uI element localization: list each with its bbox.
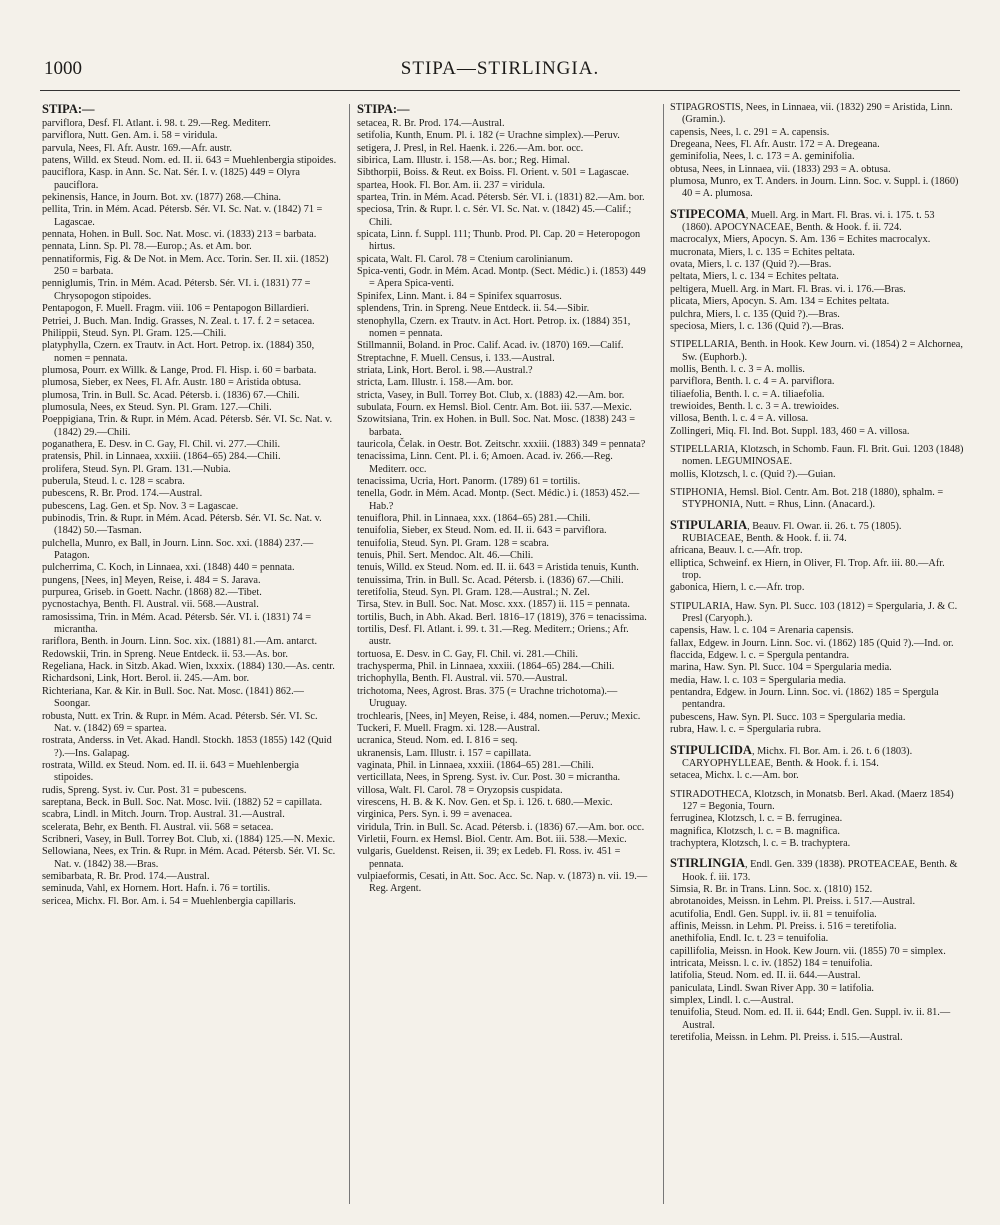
index-entry: villosa, Walt. Fl. Carol. 78 = Oryzopsis cuspidata. — [357, 784, 563, 796]
index-entry: pennata, Linn. Sp. Pl. 78.—Europ.; As. et Am. bor. — [42, 241, 252, 253]
index-entry: pubescens, R. Br. Prod. 174.—Austral. — [42, 488, 203, 500]
index-entry: STIRLINGIA, Endl. Gen. 339 (1838). PROTEACEAE, Benth. & Hook. f. iii. 173. — [670, 856, 958, 883]
index-entry: teretifolia, Steud. Syn. Pl. Gram. 128.—Austral.; N. Zel. — [357, 587, 590, 599]
index-entry: vulgaris, Gueldenst. Reisen, ii. 39; ex Ledeb. Fl. Ross. iv. 451 = pennata. — [357, 846, 621, 870]
index-entry: ramosissima, Trin. in Mém. Acad. Pétersb. Sér. VI. i. (1831) 74 = micrantha. — [42, 611, 312, 636]
index-entry: tenuissima, Trin. in Bull. Sc. Acad. Pétersb. i. (1836) 67.—Chili. — [357, 574, 624, 586]
index-entry: flaccida, Edgew. l. c. = Spergula pentandra. — [670, 650, 850, 662]
index-entry: rubra, Haw. l. c. = Spergularia rubra. — [670, 724, 822, 736]
index-entry: stricta, Lam. Illustr. i. 158.—Am. bor. — [357, 377, 514, 389]
index-entry: spicata, Linn. f. Suppl. 111; Thunb. Prod. Pl. Cap. 20 = Heteropogon hirtus. — [357, 229, 641, 253]
index-entry: pulchella, Munro, ex Ball, in Journ. Linn. Soc. xxi. (1884) 237.—Patagon. — [42, 537, 314, 562]
index-entry: Tuckeri, F. Muell. Fragm. xi. 128.—Austral. — [357, 722, 540, 734]
index-entry: scabra, Lindl. in Mitch. Journ. Trop. Austral. 31.—Austral. — [42, 809, 285, 821]
index-entry: trichophylla, Benth. Fl. Austral. vii. 570.—Austral. — [357, 673, 568, 685]
index-entry: STIRADOTHECA, Klotzsch, in Monatsb. Berl. Akad. (Maerz 1854) 127 = Begonia, Tourn. — [670, 788, 954, 812]
index-entry: plumosa, Pourr. ex Willk. & Lange, Prod. Fl. Hisp. i. 60 = barbata. — [42, 364, 317, 376]
index-entry: plumosa, Sieber, ex Nees, Fl. Afr. Austr. 180 = Aristida obtusa. — [42, 377, 302, 389]
index-entry: tenuifolia, Steud. Nom. ed. II. ii. 644; Endl. Gen. Suppl. iv. ii. 81.—Austral. — [670, 1007, 951, 1031]
index-entry: STIPULICIDA, Michx. Fl. Bor. Am. i. 26. t. 6 (1803). CARYOPHYLLEAE, Benth. & Hook. f. i. 154. — [670, 742, 913, 769]
index-entry: Spinifex, Linn. Mant. i. 84 = Spinifex squarrosus. — [357, 290, 562, 302]
index-entry: Petriei, J. Buch. Man. Indig. Grasses, N. Zeal. t. 17. f. 2 = setacea. — [42, 315, 315, 327]
index-entry: plumosa, Munro, ex T. Anders. in Journ. Linn. Soc. v. Suppl. i. (1860) 40 = A. plumosa. — [670, 176, 959, 200]
index-entry: tenacissima, Ucria, Hort. Panorm. (1789) 61 = tortilis. — [357, 475, 581, 487]
index-entry: anethifolia, Endl. Ic. t. 23 = tenuifolia. — [670, 933, 829, 945]
index-entry: tortilis, Buch, in Abh. Akad. Berl. 1816–17 (1819), 376 = tenacissima. — [357, 611, 647, 623]
column-divider — [663, 104, 664, 1204]
index-entry: spartea, Trin. in Mém. Acad. Pétersb. Sér. VI. i. (1831) 82.—Am. bor. — [357, 192, 645, 204]
index-entry: Simsia, R. Br. in Trans. Linn. Soc. x. (1810) 152. — [670, 883, 873, 895]
index-entry: trewioides, Benth. l. c. 3 = A. trewioides. — [670, 400, 840, 412]
column-divider — [349, 104, 350, 1204]
index-entry: subulata, Fourn. ex Hemsl. Biol. Centr. Am. Bot. iii. 537.—Mexic. — [357, 401, 632, 413]
index-entry: Philippii, Steud. Syn. Pl. Gram. 125.—Chili. — [42, 327, 227, 339]
index-entry: stricta, Vasey, in Bull. Torrey Bot. Club, x. (1883) 42.—Am. bor. — [357, 389, 625, 401]
index-entry: capensis, Haw. l. c. 104 = Arenaria capensis. — [670, 625, 854, 637]
index-entry: elliptica, Schweinf. ex Hiern, in Oliver, Fl. Trop. Afr. iii. 80.—Afr. trop. — [670, 557, 945, 582]
index-entry: viridula, Trin. in Bull. Sc. Acad. Pétersb. i. (1836) 67.—Am. bor. occ. — [357, 821, 645, 833]
index-entry: trichotoma, Nees, Agrost. Bras. 375 (= Urachne trichotoma).—Uruguay. — [357, 685, 618, 710]
index-entry: Sellowiana, Nees, ex Trin. & Rupr. in Mém. Acad. Pétersb. Sér. VI. Sc. Nat. v. (1842) 38.—Bras. — [42, 846, 336, 870]
index-entry: sericea, Michx. Fl. Bor. Am. i. 54 = Muehlenbergia capillaris. — [42, 895, 296, 907]
index-entry: splendens, Trin. in Spreng. Neue Entdeck. ii. 54.—Sibir. — [357, 303, 590, 315]
index-entry: ovata, Miers, l. c. 137 (Quid ?).—Bras. — [670, 259, 832, 271]
index-entry: pentandra, Edgew. in Journ. Linn. Soc. vi. (1862) 185 = Spergula pentandra. — [670, 687, 939, 711]
page-number: 1000 — [44, 58, 82, 79]
index-entry: verticillata, Nees, in Spreng. Syst. iv. Cur. Post. 30 = micrantha. — [357, 772, 621, 784]
index-entry: pratensis, Phil. in Linnaea, xxxiii. (1864–65) 284.—Chili. — [42, 451, 281, 463]
index-entry: Szowitsiana, Trin. ex Hohen. in Bull. Soc. Nat. Mosc. (1838) 243 = barbata. — [357, 414, 636, 438]
index-entry: plicata, Miers, Apocyn. S. Am. 134 = Echites peltata. — [670, 296, 890, 308]
index-entry: vaginata, Phil. in Linnaea, xxxiii. (1864–65) 281.—Chili. — [357, 759, 594, 771]
index-entry: tenuifolia, Steud. Syn. Pl. Gram. 128 = scabra. — [357, 537, 549, 549]
genus-name: STIRLINGIA — [670, 856, 746, 871]
index-entry: tenuis, Willd. ex Steud. Nom. ed. II. ii. 643 = Aristida tenuis, Kunth. — [357, 562, 639, 574]
index-entry: mollis, Klotzsch, l. c. (Quid ?).—Guian. — [670, 468, 836, 480]
index-entry: pubinodis, Trin. & Rupr. in Mém. Acad. Pétersb. Sér. VI. Sc. Nat. v. (1842) 50.—Tasman. — [42, 513, 322, 537]
index-entry: trochlearis, [Nees, in] Meyen, Reise, i. 484, nomen.—Peruv.; Mexic. — [357, 710, 641, 722]
genus-name: STIPULICIDA — [670, 742, 752, 757]
index-entry: speciosa, Trin. & Rupr. l. c. Sér. VI. Sc. Nat. v. (1842) 45.—Calif.; Chili. — [357, 204, 632, 228]
page-title: STIPA—STIRLINGIA. — [400, 58, 600, 79]
index-entry: speciosa, Miers, l. c. 136 (Quid ?).—Bras. — [670, 320, 844, 332]
index-entry: STIPULARIA, Haw. Syn. Pl. Succ. 103 (1812) = Spergularia, J. & C. Presl (Caryoph.). — [670, 600, 958, 625]
index-entry: STIPELLARIA, Klotzsch, in Schomb. Faun. Fl. Brit. Gui. 1203 (1848) nomen. LEGUMINOSAE. — [670, 443, 964, 468]
index-entry: parviflora, Desf. Fl. Atlant. i. 98. t. 29.—Reg. Mediterr. — [42, 118, 271, 129]
running-header — [40, 58, 960, 88]
index-entry: paniculata, Lindl. Swan River App. 30 = latifolia. — [670, 982, 874, 994]
index-entry: semibarbata, R. Br. Prod. 174.—Austral. — [42, 870, 210, 882]
index-entry: STIPAGROSTIS, Nees, in Linnaea, vii. (1832) 290 = Aristida, Linn. (Gramin.). — [670, 102, 953, 126]
index-entry: acutifolia, Endl. Gen. Suppl. iv. ii. 81 = tenuifolia. — [670, 908, 877, 920]
index-entry: robusta, Nutt. ex Trin. & Rupr. in Mém. Acad. Pétersb. Sér. VI. Sc. Nat. v. (1842) 69 = spartea. — [42, 710, 318, 734]
genus-name: STIPULARIA — [670, 517, 748, 532]
index-entry: parviflora, Nutt. Gen. Am. i. 58 = viridula. — [42, 130, 218, 142]
index-entry: spicata, Walt. Fl. Carol. 78 = Ctenium carolinianum. — [357, 253, 573, 265]
index-entry: setigera, J. Presl, in Rel. Haenk. i. 226.—Am. bor. occ. — [357, 142, 584, 154]
index-entry: macrocalyx, Miers, Apocyn. S. Am. 136 = Echites macrocalyx. — [670, 234, 931, 246]
index-entry: prolifera, Steud. Syn. Pl. Gram. 131.—Nubia. — [42, 463, 231, 475]
index-entry: scelerata, Behr, ex Benth. Fl. Austral. vii. 568 = setacea. — [42, 821, 274, 833]
index-entry: peltigera, Muell. Arg. in Mart. Fl. Bras. vi. i. 176.—Bras. — [670, 283, 906, 295]
index-entry: Zollingeri, Miq. Fl. Ind. Bot. Suppl. 183, 460 = A. villosa. — [670, 425, 910, 437]
index-entry: Richardsoni, Link, Hort. Berol. ii. 245.—Am. bor. — [42, 673, 250, 685]
index-entry: abrotanoides, Meissn. in Lehm. Pl. Preiss. i. 517.—Austral. — [670, 896, 916, 908]
genus-heading: STIPA:— — [42, 102, 95, 116]
index-entry: africana, Beauv. l. c.—Afr. trop. — [670, 545, 803, 557]
index-entry: seminuda, Vahl, ex Hornem. Hort. Hafn. i. 76 = tortilis. — [42, 883, 271, 895]
index-entry: Sibthorpii, Boiss. & Reut. ex Boiss. Fl. Orient. v. 501 = Lagascae. — [357, 167, 629, 179]
index-entry: magnifica, Klotzsch, l. c. = B. magnifica. — [670, 825, 840, 837]
index-entry: Stillmannii, Boland. in Proc. Calif. Acad. iv. (1870) 169.—Calif. — [357, 340, 624, 352]
index-entry: simplex, Lindl. l. c.—Austral. — [670, 995, 794, 1007]
index-entry: affinis, Meissn. in Lehm. Pl. Preiss. i. 516 = teretifolia. — [670, 920, 897, 932]
index-entry: setacea, R. Br. Prod. 174.—Austral. — [357, 118, 505, 129]
index-entry: STIPELLARIA, Benth. in Hook. Kew Journ. vi. (1854) 2 = Alchornea, Sw. (Euphorb.). — [670, 339, 963, 363]
index-entry: capensis, Nees, l. c. 291 = A. capensis. — [670, 126, 830, 138]
index-entry: tortuosa, E. Desv. in C. Gay, Fl. Chil. vi. 281.—Chili. — [357, 648, 578, 660]
text-column-3 — [670, 102, 965, 1212]
index-entry: purpurea, Griseb. in Goett. Nachr. (1868) 82.—Tibet. — [42, 587, 262, 599]
index-entry: villosa, Benth. l. c. 4 = A. villosa. — [670, 413, 809, 425]
index-entry: Virletii, Fourn. ex Hemsl. Biol. Centr. Am. Bot. iii. 538.—Mexic. — [357, 833, 627, 845]
index-entry: tauricola, Čelak. in Oestr. Bot. Zeitschr. xxxiii. (1883) 349 = pennata? — [357, 438, 646, 450]
index-entry: poganathera, E. Desv. in C. Gay, Fl. Chil. vi. 277.—Chili. — [42, 438, 281, 450]
index-entry: pubescens, Haw. Syn. Pl. Succ. 103 = Spergularia media. — [670, 711, 906, 723]
index-entry: Streptachne, F. Muell. Census, i. 133.—Austral. — [357, 352, 555, 364]
index-entry: latifolia, Steud. Nom. ed. II. ii. 644.—Austral. — [670, 970, 861, 982]
index-entry: trachysperma, Phil. in Linnaea, xxxiii. (1864–65) 284.—Chili. — [357, 661, 615, 673]
index-entry: Spica-venti, Godr. in Mém. Acad. Montp. (Sect. Médic.) i. (1853) 449 = Apera Spica-venti. — [357, 266, 646, 290]
index-entry: vulpiaeformis, Cesati, in Att. Soc. Acc. Sc. Nap. v. (1873) n. vii. 19.—Reg. Argent. — [357, 870, 648, 895]
text-column-1 — [42, 102, 337, 1212]
index-entry: parviflora, Benth. l. c. 4 = A. parviflora. — [670, 376, 835, 388]
index-entry: pulcherrima, C. Koch, in Linnaea, xxi. (1848) 440 = pennata. — [42, 562, 295, 574]
index-entry: ukranensis, Lam. Illustr. i. 157 = capillata. — [357, 747, 532, 759]
index-entry: media, Haw. l. c. 103 = Spergularia media. — [670, 674, 846, 686]
index-entry: platyphylla, Czern. ex Trautv. in Act. Hort. Petrop. ix. (1884) 350, nomen = pennata. — [42, 340, 315, 364]
index-entry: peltata, Miers, l. c. 134 = Echites peltata. — [670, 271, 839, 283]
index-entry: virginica, Pers. Syn. i. 99 = avenacea. — [357, 809, 513, 821]
index-entry: STIPECOMA, Muell. Arg. in Mart. Fl. Bras. vi. i. 175. t. 53 (1860). APOCYNACEAE, Benth. & Hook. f. ii. 724. — [670, 206, 935, 234]
index-entry: puberula, Steud. l. c. 128 = scabra. — [42, 475, 185, 487]
index-entry: pennatiformis, Fig. & De Not. in Mem. Acc. Torin. Ser. II. xii. (1852) 250 = barbata. — [42, 253, 329, 278]
index-entry: Redowskii, Trin. in Spreng. Neue Entdeck. ii. 53.—As. bor. — [42, 648, 288, 660]
index-entry: tenella, Godr. in Mém. Acad. Montp. (Sect. Médic.) i. (1853) 452.—Hab.? — [357, 488, 640, 512]
index-entry: STIPHONIA, Hemsl. Biol. Centr. Am. Bot. 218 (1880), sphalm. = STYPHONIA, Nutt. = Rhus, Linn. (Anacard.). — [670, 486, 944, 511]
genus-heading: STIPA:— — [357, 102, 410, 116]
index-entry: pubescens, Lag. Gen. et Sp. Nov. 3 = Lagascae. — [42, 500, 239, 512]
index-entry: stenophylla, Czern. ex Trautv. in Act. Hort. Petrop. ix. (1884) 351, nomen = pennata. — [357, 315, 631, 339]
index-entry: rariflora, Benth. in Journ. Linn. Soc. xix. (1881) 81.—Am. antarct. — [42, 636, 318, 648]
index-entry: sibirica, Lam. Illustr. i. 158.—As. bor.; Reg. Himal. — [357, 155, 570, 167]
index-entry: Poeppigiana, Trin. & Rupr. in Mém. Acad. Pétersb. Sér. VI. Sc. Nat. v. (1842) 29.—Chili. — [42, 414, 333, 438]
index-entry: teretifolia, Meissn. in Lehm. Pl. Preiss. i. 515.—Austral. — [670, 1032, 903, 1044]
index-entry: Regeliana, Hack. in Sitzb. Akad. Wien, lxxxix. (1884) 130.—As. centr. — [42, 661, 335, 673]
index-entry: pulchra, Miers, l. c. 135 (Quid ?).—Bras. — [670, 308, 840, 320]
index-entry: tenuiflora, Phil. in Linnaea, xxx. (1864–65) 281.—Chili. — [357, 513, 591, 524]
index-entry: mucronata, Miers, l. c. 135 = Echites peltata. — [670, 246, 855, 258]
index-entry: rudis, Spreng. Syst. iv. Cur. Post. 31 = pubescens. — [42, 784, 247, 796]
index-entry: virescens, H. B. & K. Nov. Gen. et Sp. i. 126. t. 680.—Mexic. — [357, 796, 613, 808]
index-entry: ucranica, Steud. Nom. ed. I. 816 = seq. — [357, 735, 518, 747]
index-entry: plumosula, Nees, ex Steud. Syn. Pl. Gram. 127.—Chili. — [42, 401, 272, 413]
index-entry: obtusa, Nees, in Linnaea, vii. (1833) 293 = A. obtusa. — [670, 163, 891, 175]
index-entry: pennata, Hohen. in Bull. Soc. Nat. Mosc. vi. (1833) 213 = barbata. — [42, 229, 317, 241]
index-entry: tortilis, Desf. Fl. Atlant. i. 99. t. 31.—Reg. Mediterr.; Oriens.; Afr. austr. — [357, 624, 629, 648]
index-entry: penniglumis, Trin. in Mém. Acad. Pétersb. Sér. VI. i. (1831) 77 = Chrysopogon stipoides. — [42, 278, 311, 302]
genus-name: STIPECOMA — [670, 206, 746, 221]
index-entry: sareptana, Beck. in Bull. Soc. Nat. Mosc. lvii. (1882) 52 = capillata. — [42, 796, 323, 808]
index-entry: intricata, Meissn. l. c. iv. (1852) 184 = tenuifolia. — [670, 958, 873, 969]
index-entry: Tirsa, Stev. in Bull. Soc. Nat. Mosc. xxx. (1857) ii. 115 = pennata. — [357, 599, 630, 611]
index-entry: rostrata, Willd. ex Steud. Nom. ed. II. ii. 643 = Muehlenbergia stipoides. — [42, 759, 299, 784]
index-entry: setifolia, Kunth, Enum. Pl. i. 182 (= Urachne simplex).—Peruv. — [357, 130, 620, 142]
index-entry: Dregeana, Nees, Fl. Afr. Austr. 172 = A. Dregeana. — [670, 139, 880, 151]
index-entry: plumosa, Trin. in Bull. Sc. Acad. Pétersb. i. (1836) 67.—Chili. — [42, 389, 300, 401]
index-entry: spartea, Hook. Fl. Bor. Am. ii. 237 = viridula. — [357, 179, 545, 191]
index-entry: rostrata, Anderss. in Vet. Akad. Handl. Stockh. 1853 (1855) 142 (Quid ?).—Ins. Galapag. — [42, 735, 332, 759]
index-entry: Richteriana, Kar. & Kir. in Bull. Soc. Nat. Mosc. (1841) 862.—Soongar. — [42, 685, 304, 710]
index-entry: tiliaefolia, Benth. l. c. = A. tiliaefolia. — [670, 388, 825, 400]
index-entry: marina, Haw. Syn. Pl. Succ. 104 = Spergularia media. — [670, 662, 892, 674]
index-entry: pycnostachya, Benth. Fl. Austral. vii. 568.—Austral. — [42, 599, 259, 611]
index-entry: trachyptera, Klotzsch, l. c. = B. trachyptera. — [670, 837, 851, 849]
index-entry: tenuis, Phil. Sert. Mendoc. Alt. 46.—Chili. — [357, 550, 534, 562]
index-entry: pauciflora, Kasp. in Ann. Sc. Nat. Sér. I. v. (1825) 449 = Olyra pauciflora. — [42, 167, 300, 191]
index-entry: striata, Link, Hort. Berol. i. 98.—Austral.? — [357, 364, 533, 376]
index-entry: tenacissima, Linn. Cent. Pl. i. 6; Amoen. Acad. iv. 266.—Reg. Mediterr. occ. — [357, 451, 613, 475]
index-entry: STIPULARIA, Beauv. Fl. Owar. ii. 26. t. 75 (1805). RUBIACEAE, Benth. & Hook. f. ii. 74. — [670, 517, 902, 544]
index-entry: geminifolia, Nees, l. c. 173 = A. geminifolia. — [670, 151, 855, 163]
index-entry: ferruginea, Klotzsch, l. c. = B. ferruginea. — [670, 813, 843, 825]
index-entry: pekinensis, Hance, in Journ. Bot. xv. (1877) 268.—China. — [42, 192, 281, 204]
index-entry: Scribneri, Vasey, in Bull. Torrey Bot. Club, xi. (1884) 125.—N. Mexic. — [42, 833, 336, 845]
index-entry: capillifolia, Meissn. in Hook. Kew Journ. vii. (1855) 70 = simplex. — [670, 945, 946, 957]
index-entry: setacea, Michx. l. c.—Am. bor. — [670, 770, 799, 782]
header-rule — [40, 90, 960, 91]
index-entry: patens, Willd. ex Steud. Nom. ed. II. ii. 643 = Muehlenbergia stipoides. — [42, 155, 337, 167]
text-column-2 — [357, 102, 652, 1212]
index-entry: pungens, [Nees, in] Meyen, Reise, i. 484 = S. Jarava. — [42, 574, 261, 586]
index-entry: Pentapogon, F. Muell. Fragm. viii. 106 = Pentapogon Billardieri. — [42, 303, 309, 315]
index-entry: fallax, Edgew. in Journ. Linn. Soc. vi. (1862) 185 (Quid ?).—Ind. or. — [670, 637, 954, 649]
index-entry: parvula, Nees, Fl. Afr. Austr. 169.—Afr. austr. — [42, 142, 232, 154]
index-entry: gabonica, Hiern, l. c.—Afr. trop. — [670, 582, 805, 594]
index-entry: mollis, Benth. l. c. 3 = A. mollis. — [670, 363, 805, 375]
index-entry: tenuifolia, Sieber, ex Steud. Nom. ed. II. ii. 643 = parviflora. — [357, 525, 607, 537]
index-entry: pellita, Trin. in Mém. Acad. Pétersb. Sér. VI. Sc. Nat. v. (1842) 71 = Lagascae. — [42, 204, 323, 228]
